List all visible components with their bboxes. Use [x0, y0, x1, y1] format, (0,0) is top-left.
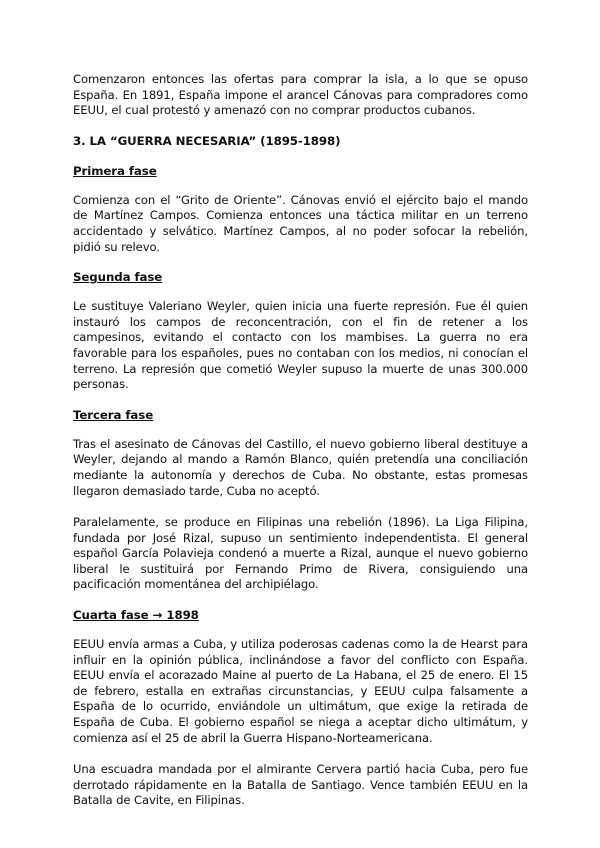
phase-paragraph: Paralelamente, se produce en Filipinas una rebelión (1896). La Liga Filipina, fundada por José Rizal, supuso un sentimiento independentista. El general español García Polavieja condenó a muerte a Rizal, aunque el nuevo gobierno liberal le sustituirá por Fernando Primo de Rivera, consiguiendo una pacificación momentánea del archipiélago.: [73, 515, 528, 592]
phase-paragraph: EEUU envía armas a Cuba, y utiliza poderosas cadenas como la de Hearst para influir en la opinión pública, inclinándose a favor del conflicto con España. EEUU envía el acorazado Maine al puerto de La Habana, el 25 de enero. El 15 de febrero, estalla en extrañas circunstancias, y EEUU culpa falsamente a España de lo ocurrido, enviándole un ultimátum, que exige la retirada de España de Cuba. El gobierno español se niega a aceptar dicho ultimátum, y comienza así el 25 de abril la Guerra Hispano-Norteamericana.: [73, 637, 528, 745]
phase-heading-tercera: Tercera fase: [73, 407, 154, 422]
phase-paragraph: Comienza con el “Grito de Oriente”. Cánovas envió el ejército bajo el mando de Martínez Campos. Comienza entonces una táctica militar en un terreno accidentado y selvático. Martínez Campos, al no poder sofocar la rebelión, pidió su relevo.: [73, 192, 528, 254]
phase-heading-primera: Primera fase: [73, 163, 157, 178]
intro-paragraph: Comenzaron entonces las ofertas para comprar la isla, a lo que se opuso España. En 1891, España impone el arancel Cánovas para compradores como EEUU, el cual protestó y amenazó con no comprar productos cubanos.: [73, 72, 528, 118]
phase-paragraph: Le sustituye Valeriano Weyler, quien inicia una fuerte represión. Fue él quien instauró los campos de reconcentración, con el fin de retener a los campesinos, evitando el contacto con los mambises. La guerra no era favorable para los españoles, pues no contaban con los medios, ni conocían el terreno. La represión que cometió Weyler supuso la muerte de unas 300.000 personas.: [73, 299, 528, 392]
phase-heading-segunda: Segunda fase: [73, 270, 163, 285]
phase-paragraph: Tras el asesinato de Cánovas del Castillo, el nuevo gobierno liberal destituye a Weyler, dejando al mando a Ramón Blanco, quién pretendía una conciliación mediante la autonomía y derechos de Cuba. No obstante, estas promesas llegaron demasiado tarde, Cuba no aceptó.: [73, 436, 528, 498]
phase-heading-cuarta: Cuarta fase → 1898: [73, 608, 199, 623]
phase-paragraph: Una escuadra mandada por el almirante Cervera partió hacia Cuba, pero fue derrotado rápidamente en la Batalla de Santiago. Vence también EEUU en la Batalla de Cavite, en Filipinas.: [73, 762, 528, 808]
document-page: [73, 72, 528, 809]
section-title: 3. LA “GUERRA NECESARIA” (1895-1898): [73, 133, 341, 148]
